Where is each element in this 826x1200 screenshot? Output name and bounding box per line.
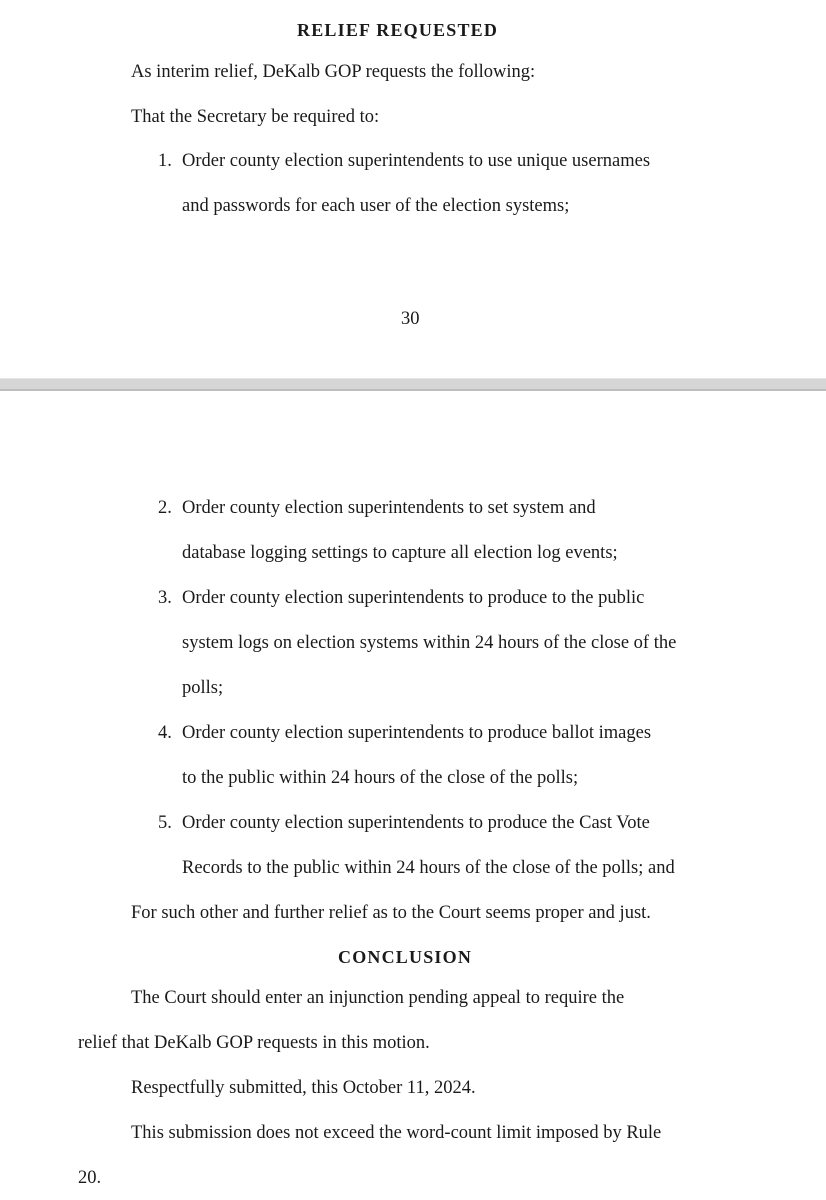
relief-lead: That the Secretary be required to: <box>131 107 380 127</box>
page-separator <box>0 378 826 391</box>
submission-date-line: Respectfully submitted, this October 11, 2024. <box>131 1078 476 1098</box>
conclusion-heading: CONCLUSION <box>338 947 473 967</box>
relief-item-line: system logs on election systems within 24 hours of the close of the <box>182 633 677 653</box>
relief-item-number: 1. <box>158 151 172 171</box>
relief-requested-heading: RELIEF REQUESTED <box>297 20 499 40</box>
relief-closing: For such other and further relief as to the Court seems proper and just. <box>131 903 651 923</box>
relief-item-number: 5. <box>158 813 172 833</box>
relief-intro: As interim relief, DeKalb GOP requests the following: <box>131 62 536 82</box>
conclusion-paragraph-line: relief that DeKalb GOP requests in this motion. <box>78 1033 430 1053</box>
relief-item-line: Order county election superintendents to use unique usernames <box>182 151 651 171</box>
relief-item-line: Records to the public within 24 hours of the close of the polls; and <box>182 858 675 878</box>
relief-item-number: 3. <box>158 588 172 608</box>
relief-item-line: to the public within 24 hours of the close of the polls; <box>182 768 579 788</box>
relief-item-line: Order county election superintendents to set system and <box>182 498 596 518</box>
conclusion-paragraph-line: The Court should enter an injunction pending appeal to require the <box>131 988 625 1008</box>
relief-item-line: Order county election superintendents to produce to the public <box>182 588 645 608</box>
relief-item-number: 4. <box>158 723 172 743</box>
relief-item-line: Order county election superintendents to produce ballot images <box>182 723 652 743</box>
page-number: 30 <box>401 309 420 329</box>
relief-item-line: polls; <box>182 678 224 698</box>
relief-item-line: and passwords for each user of the election systems; <box>182 196 570 216</box>
relief-item-line: Order county election superintendents to produce the Cast Vote <box>182 813 650 833</box>
word-count-line: 20. <box>78 1168 102 1188</box>
word-count-line: This submission does not exceed the word-count limit imposed by Rule <box>131 1123 662 1143</box>
relief-item-line: database logging settings to capture all election log events; <box>182 543 618 563</box>
relief-item-number: 2. <box>158 498 172 518</box>
